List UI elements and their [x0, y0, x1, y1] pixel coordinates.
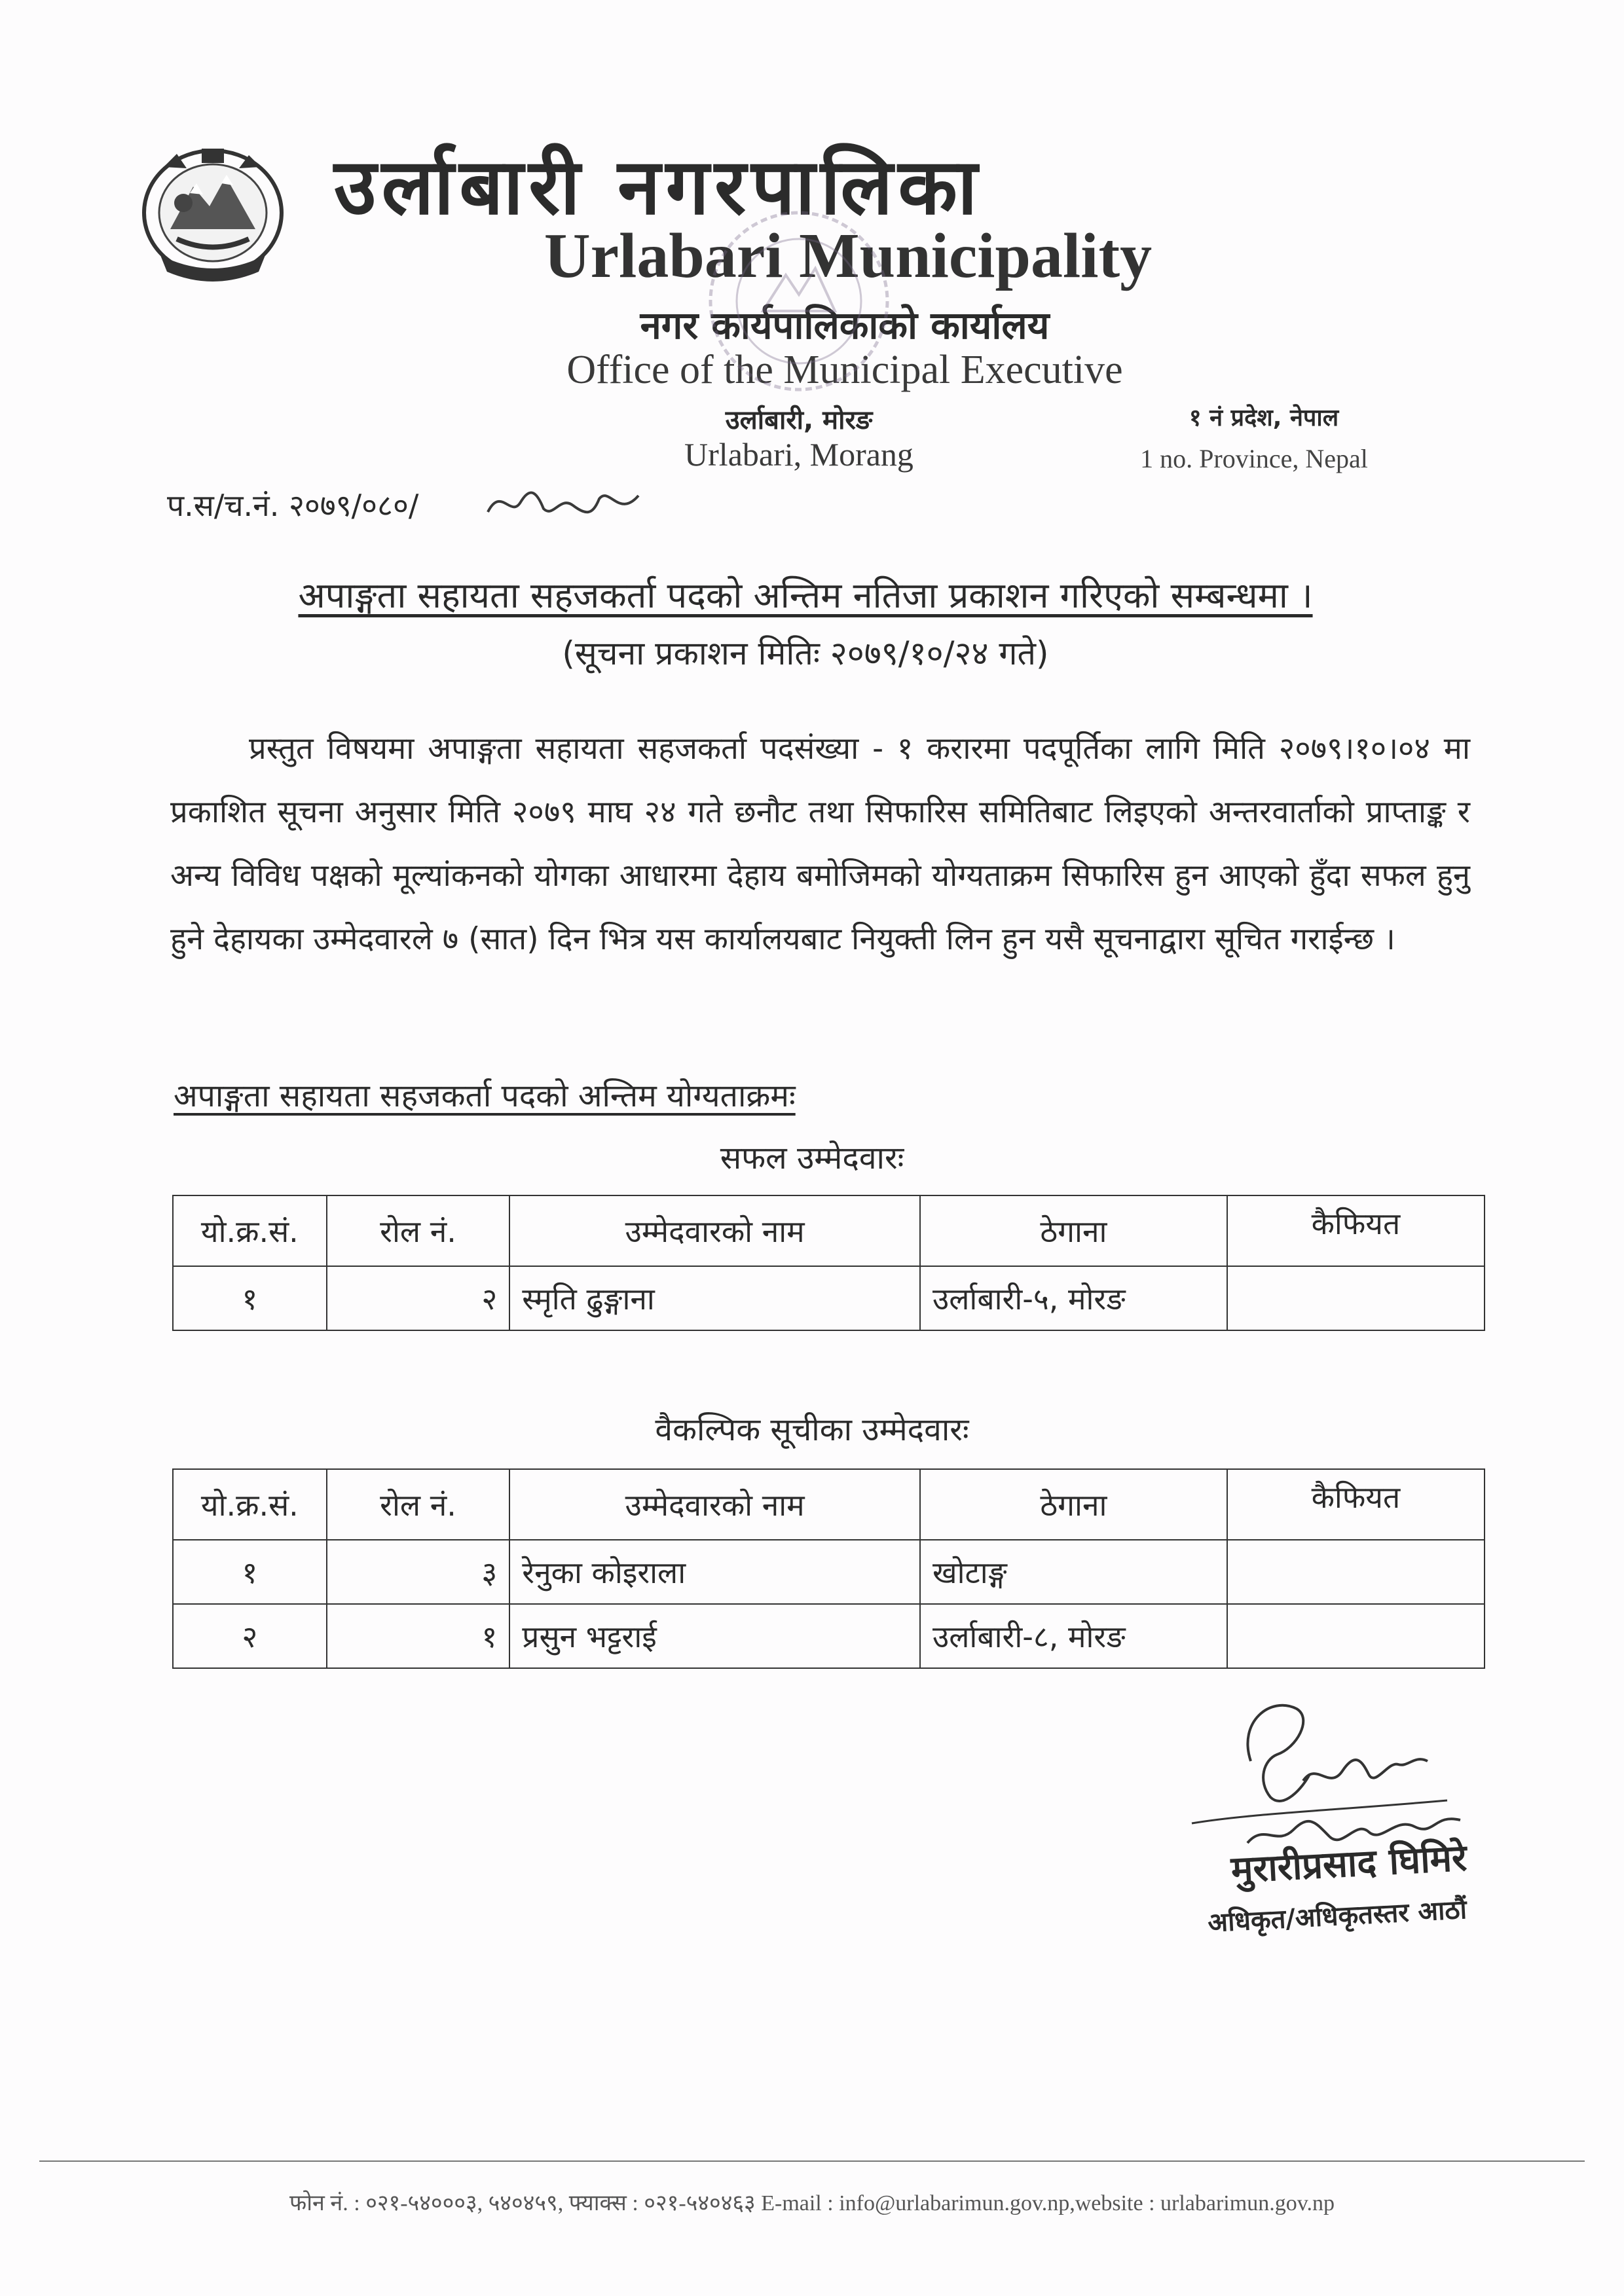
name-cell: प्रसुन भट्टराई — [509, 1604, 920, 1668]
merit-list-heading: अपाङ्गता सहायता सहजकर्ता पदको अन्तिम योग्यताक्रमः — [174, 1078, 796, 1114]
name-cell: स्मृति ढुङ्गाना — [509, 1266, 920, 1330]
address-cell: खोटाङ्ग — [920, 1540, 1227, 1604]
table-row — [173, 1540, 1485, 1604]
table-row — [173, 1604, 1485, 1668]
serial-header: यो.क्र.सं. — [173, 1195, 327, 1266]
address-english: Urlabari, Morang — [684, 436, 913, 473]
successful-candidates-caption: सफल उम्मेदवारः — [720, 1140, 904, 1176]
successful-candidates-table — [172, 1195, 1485, 1331]
remarks-cell — [1227, 1540, 1485, 1604]
address-cell: उर्लाबारी-८, मोरङ — [920, 1604, 1227, 1668]
remarks-cell — [1227, 1604, 1485, 1668]
name-cell: रेनुका कोइराला — [509, 1540, 920, 1604]
serial-cell: १ — [173, 1266, 327, 1330]
table-header-row — [173, 1469, 1485, 1540]
handwritten-signature — [1172, 1683, 1473, 1853]
remarks-cell — [1227, 1266, 1485, 1330]
address-header: ठेगाना — [920, 1469, 1227, 1540]
office-name-english: Office of the Municipal Executive — [566, 348, 1123, 392]
notice-publication-date: (सूचना प्रकाशन मितिः २०७९/१०/२४ गते) — [562, 634, 1049, 672]
signatory-name: मुरारीप्रसाद घिमिरे — [1230, 1836, 1468, 1892]
serial-cell: २ — [173, 1604, 327, 1668]
reference-number: प.स/च.नं. २०७९/०८०/ — [167, 488, 419, 523]
remarks-header: कैफियत — [1227, 1195, 1485, 1266]
signatory-title: अधिकृत/अधिकृतस्तर आठौं — [1207, 1894, 1467, 1939]
footer-contact-info: फोन नं. : ०२१-५४०००३, ५४०४५९, फ्याक्स : ०२१-५४०४६३ E-mail : info@urlabarimun.gov.np,website : urlabarimun.gov.np — [289, 2191, 1335, 2215]
name-header: उम्मेदवारको नाम — [509, 1195, 920, 1266]
serial-cell: १ — [173, 1540, 327, 1604]
notice-body: प्रस्तुत विषयमा अपाङ्गता सहायता सहजकर्ता पदसंख्या - १ करारमा पदपूर्तिका लागि मिति २०७९।१०।०४ मा प्रकाशित सूचना अनुसार मिति २०७९ माघ २४ गते छनौट तथा सिफारिस समितिबाट लिइएको अन्तरवार्ताको प्राप्ताङ्क र अन्य विविध पक्षको मूल्यांकनको योगका आधारमा देहाय बमोजिमको योग्यताक्रम सिफारिस हुन आएको हुँदा सफल हुनु हुने देहायका उम्मेदवारले ७ (सात) दिन भित्र यस कार्यालयबाट नियुक्ती लिन हुन यसै सूचनाद्वारा सूचित गराईन्छ । — [170, 731, 1470, 957]
alternate-candidates-table — [172, 1468, 1485, 1669]
remarks-header: कैफियत — [1227, 1469, 1485, 1540]
reference-handwritten-number — [481, 479, 645, 525]
province-nepali: १ नं प्रदेश, नेपाल — [1189, 405, 1339, 431]
roll-cell: १ — [327, 1604, 510, 1668]
table-header-row — [173, 1195, 1485, 1266]
roll-cell: ३ — [327, 1540, 510, 1604]
province-english: 1 no. Province, Nepal — [1140, 444, 1368, 473]
address-cell: उर्लाबारी-५, मोरङ — [920, 1266, 1227, 1330]
address-header: ठेगाना — [920, 1195, 1227, 1266]
municipality-title-nepali: उर्लाबारी नगरपालिका — [334, 141, 983, 232]
municipality-logo — [124, 141, 301, 291]
name-header: उम्मेदवारको नाम — [509, 1469, 920, 1540]
serial-header: यो.क्र.सं. — [173, 1469, 327, 1540]
table-row — [173, 1266, 1485, 1330]
notice-subject: अपाङ्गता सहायता सहजकर्ता पदको अन्तिम नतिजा प्रकाशन गरिएको सम्बन्धमा । — [298, 575, 1313, 616]
alternate-candidates-caption: वैकल्पिक सूचीका उम्मेदवारः — [655, 1412, 969, 1448]
roll-header: रोल नं. — [327, 1469, 510, 1540]
municipality-title-english: Urlabari Municipality — [544, 221, 1153, 291]
office-stamp — [694, 196, 904, 406]
roll-header: रोल नं. — [327, 1195, 510, 1266]
office-name-nepali: नगर कार्यपालिकाको कार्यालय — [640, 303, 1050, 348]
footer-divider — [39, 2160, 1585, 2162]
address-nepali: उर्लाबारी, मोरङ — [725, 405, 873, 435]
roll-cell: २ — [327, 1266, 510, 1330]
